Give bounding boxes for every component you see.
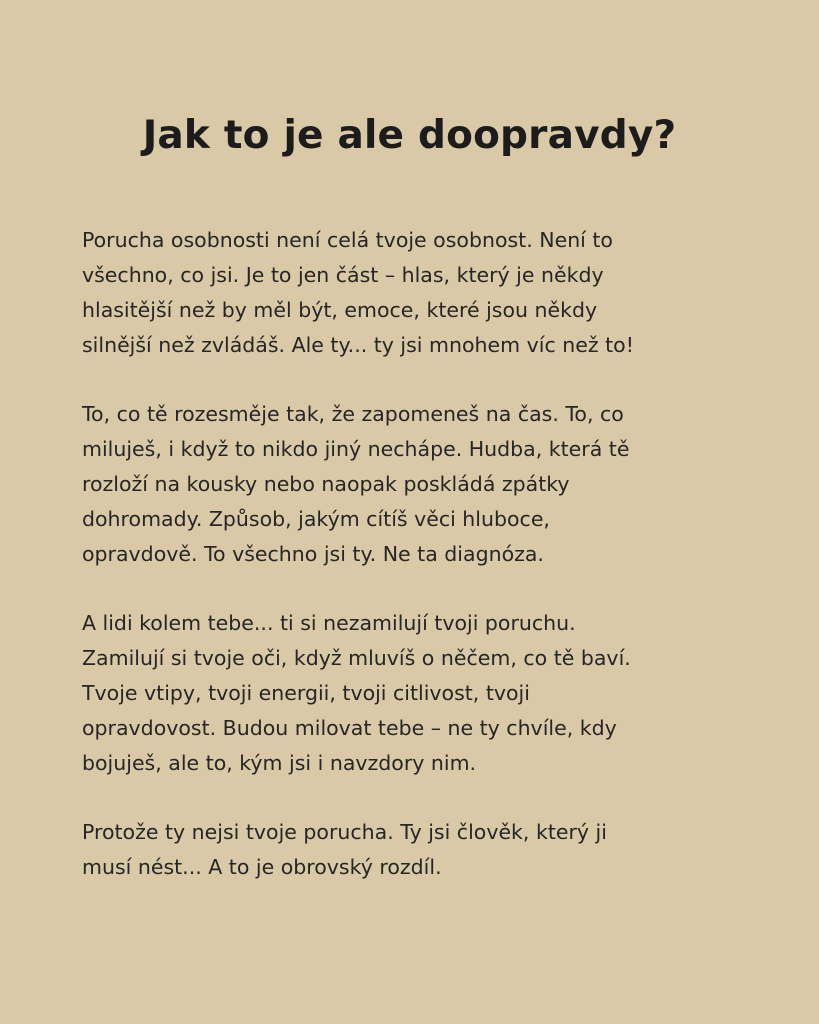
text-line: Zamilují si tvoje oči, když mluvíš o něčem, co tě baví. — [82, 646, 631, 670]
paragraph-3 — [82, 606, 742, 781]
text-line: A lidi kolem tebe... ti si nezamilují tvoji poruchu. — [82, 611, 576, 635]
text-line: opravdovost. Budou milovat tebe – ne ty chvíle, kdy — [82, 716, 617, 740]
text-line: Tvoje vtipy, tvoji energii, tvoji citlivost, tvoji — [82, 681, 530, 705]
text-line: všechno, co jsi. Je to jen část – hlas, který je někdy — [82, 263, 604, 287]
text-line: Porucha osobnosti není celá tvoje osobnost. Není to — [82, 228, 613, 252]
paragraph-4 — [82, 815, 742, 885]
page-title: Jak to je ale doopravdy? — [142, 113, 677, 158]
text-line: opravdově. To všechno jsi ty. Ne ta diagnóza. — [82, 542, 544, 566]
text-line: silnější než zvládáš. Ale ty... ty jsi mnohem víc než to! — [82, 333, 634, 357]
paragraph-1 — [82, 223, 742, 363]
text-line: bojuješ, ale to, kým jsi i navzdory nim. — [82, 751, 477, 775]
text-line: miluješ, i když to nikdo jiný nechápe. Hudba, která tě — [82, 437, 630, 461]
text-line: To, co tě rozesměje tak, že zapomeneš na čas. To, co — [82, 402, 624, 426]
text-line: rozloží na kousky nebo naopak poskládá zpátky — [82, 472, 570, 496]
paragraph-2 — [82, 397, 742, 572]
text-line: dohromady. Způsob, jakým cítíš věci hluboce, — [82, 507, 550, 531]
body-text — [82, 223, 742, 919]
text-line: musí nést... A to je obrovský rozdíl. — [82, 855, 442, 879]
text-line: hlasitější než by měl být, emoce, které jsou někdy — [82, 298, 598, 322]
text-line: Protože ty nejsi tvoje porucha. Ty jsi člověk, který ji — [82, 820, 607, 844]
